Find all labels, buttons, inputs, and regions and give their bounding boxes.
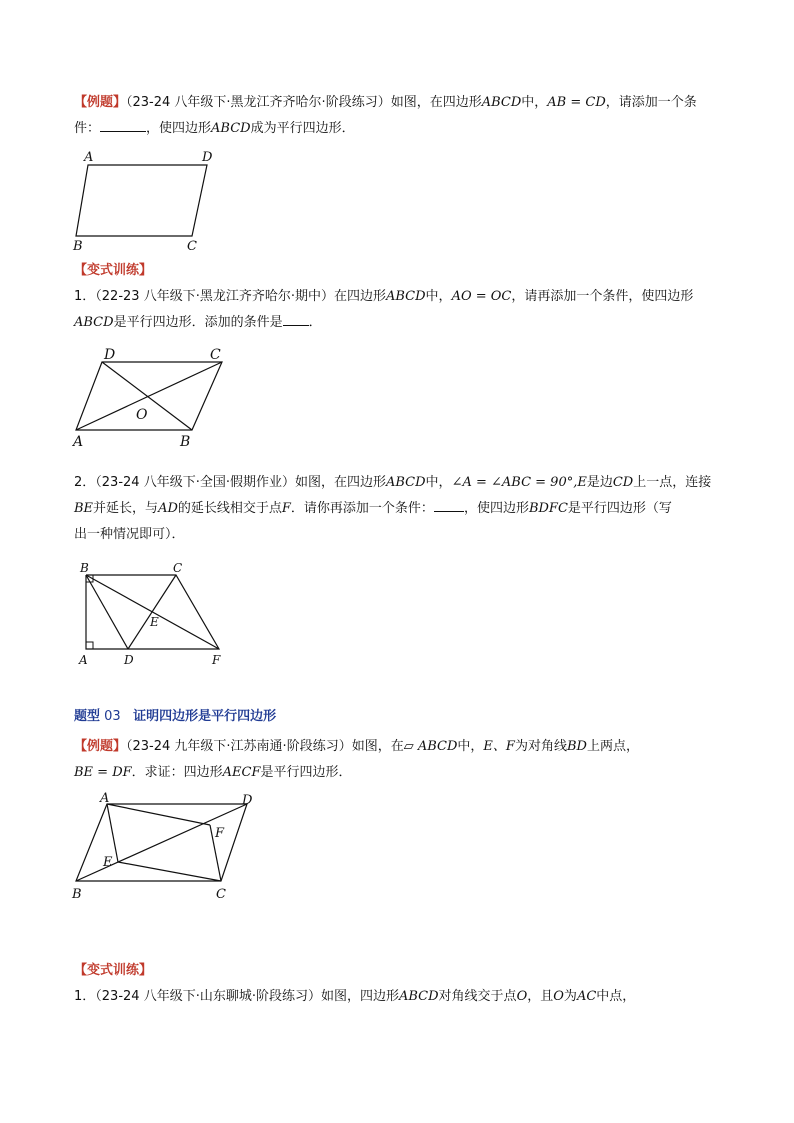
problem-text: 中， xyxy=(457,739,484,754)
problem-text: 如图，在四边形 xyxy=(294,475,386,490)
problem-source: （23-24 八年级下·黑龙江齐齐哈尔·阶段练习） xyxy=(126,95,391,110)
problem-text: 为对角线 xyxy=(514,739,567,754)
example-tag: 【例题】 xyxy=(74,739,127,754)
problem-text: 为 xyxy=(563,989,577,1004)
problem-text: 中， xyxy=(425,475,452,490)
problem-source: （22-23 八年级下·黑龙江齐齐哈尔·期中） xyxy=(95,289,334,304)
variant-1-question-2 xyxy=(74,470,722,548)
math-expr: ABCD xyxy=(211,121,251,136)
segment-ae xyxy=(107,804,118,862)
label-d: D xyxy=(242,793,253,808)
label-e: E xyxy=(150,615,159,629)
problem-text: 对角线交于点 xyxy=(438,989,517,1004)
segment-ec xyxy=(118,862,221,881)
parallelogram-abcd xyxy=(76,165,207,236)
problem-text: ．求证：四边形 xyxy=(131,765,223,780)
question-number: 1． xyxy=(74,289,96,304)
math-expr: ABCD xyxy=(385,289,426,304)
label-o: O xyxy=(136,407,148,423)
math-expr: O xyxy=(516,989,528,1004)
label-e: E xyxy=(103,855,113,870)
right-angle-a xyxy=(86,642,93,649)
math-expr: ∠A = ∠ABC = 90°,E xyxy=(451,475,587,490)
problem-source: （23-24 八年级下·全国·假期作业） xyxy=(95,475,295,490)
label-d: D xyxy=(202,150,213,165)
problem-text: ，使四边形 xyxy=(146,121,212,136)
label-d: D xyxy=(104,347,116,363)
problem-text: 是平行四边形．添加的条件是 xyxy=(113,315,283,330)
label-c: C xyxy=(187,239,197,254)
problem-text: 是平行四边形． xyxy=(260,765,352,780)
example-2-figure xyxy=(70,792,270,904)
math-expr: F xyxy=(281,501,291,516)
problem-source: （23-24 八年级下·山东聊城·阶段练习） xyxy=(95,989,321,1004)
section-label: 题型 xyxy=(74,709,101,724)
problem-text: 在四边形 xyxy=(333,289,386,304)
question-number: 2． xyxy=(74,475,96,490)
label-a: A xyxy=(100,791,110,806)
problem-text: 的延长线相交于点 xyxy=(177,501,282,516)
math-expr: CD xyxy=(612,475,634,490)
label-a: A xyxy=(79,653,88,667)
math-expr: ▱ ABCD xyxy=(403,739,458,754)
example-tag: 【例题】 xyxy=(74,95,127,110)
variant-tag: 【变式训练】 xyxy=(74,263,153,278)
segment-bf xyxy=(86,575,219,649)
segment-fa xyxy=(107,804,210,825)
variant-tag: 【变式训练】 xyxy=(74,963,153,978)
problem-text: 如图，在 xyxy=(351,739,404,754)
problem-text: 如图，在四边形 xyxy=(390,95,482,110)
math-expr: BE xyxy=(74,501,94,516)
problem-text: 中， xyxy=(425,289,452,304)
math-expr: AECF xyxy=(222,765,261,780)
problem-text: 上两点， xyxy=(586,739,639,754)
problem-text: 是边 xyxy=(586,475,613,490)
section-title: 证明四边形是平行四边形 xyxy=(133,709,277,724)
label-a: A xyxy=(84,150,94,165)
problem-text: ，请再添加一个条件，使四边形 xyxy=(511,289,694,304)
variant-training-1 xyxy=(74,258,722,336)
label-a: A xyxy=(73,434,84,450)
label-b: B xyxy=(73,239,83,254)
math-expr: AD xyxy=(158,501,178,516)
math-expr: BDFC xyxy=(528,501,568,516)
problem-text: 并延长，与 xyxy=(93,501,159,516)
math-expr: ABCD xyxy=(385,475,426,490)
problem-source: （23-24 九年级下·江苏南通·阶段练习） xyxy=(126,739,352,754)
problem-text: ，且 xyxy=(527,989,554,1004)
answer-blank[interactable] xyxy=(283,311,309,326)
example-1-figure xyxy=(70,148,230,253)
question-number: 1． xyxy=(74,989,96,1004)
problem-text: ，请添加一个条 xyxy=(605,95,697,110)
variant-1-figure xyxy=(70,343,240,450)
label-f: F xyxy=(212,653,221,667)
answer-blank[interactable] xyxy=(434,497,464,512)
problem-text: 中， xyxy=(521,95,548,110)
label-b: B xyxy=(80,561,89,575)
math-expr: BD xyxy=(566,739,587,754)
problem-text: 件： xyxy=(74,121,101,136)
problem-text: 中点， xyxy=(596,989,636,1004)
math-expr: AB = CD xyxy=(547,95,606,110)
variant-2-figure xyxy=(76,560,236,672)
section-number: 03 xyxy=(104,709,121,724)
math-expr: ABCD xyxy=(398,989,439,1004)
label-c: C xyxy=(216,887,226,902)
label-c: C xyxy=(210,347,221,363)
variant-training-2 xyxy=(74,958,722,1010)
problem-text: 如图，四边形 xyxy=(320,989,399,1004)
problem-text: 成为平行四边形． xyxy=(250,121,355,136)
label-b: B xyxy=(72,887,82,902)
problem-text: ． xyxy=(308,315,322,330)
problem-text: ，使四边形 xyxy=(463,501,529,516)
example-1-text xyxy=(74,90,722,142)
problem-text: ．请你再添加一个条件： xyxy=(290,501,434,516)
math-expr: O xyxy=(553,989,564,1004)
math-expr: ABCD xyxy=(481,95,522,110)
math-expr: BE = DF xyxy=(74,765,132,780)
example-2-text xyxy=(74,734,722,786)
problem-text: 出一种情况即可）． xyxy=(74,527,185,542)
problem-text: 是平行四边形（写 xyxy=(567,501,672,516)
label-d: D xyxy=(124,653,134,667)
math-expr: E、F xyxy=(483,739,515,754)
math-expr: AC xyxy=(576,989,597,1004)
section-heading-type-03 xyxy=(74,704,722,730)
math-expr: ABCD xyxy=(74,315,114,330)
problem-text: 上一点，连接 xyxy=(633,475,712,490)
answer-blank[interactable] xyxy=(100,117,146,132)
label-b: B xyxy=(180,434,191,450)
math-expr: AO = OC xyxy=(451,289,512,304)
label-c: C xyxy=(173,561,183,575)
label-f: F xyxy=(215,826,225,841)
